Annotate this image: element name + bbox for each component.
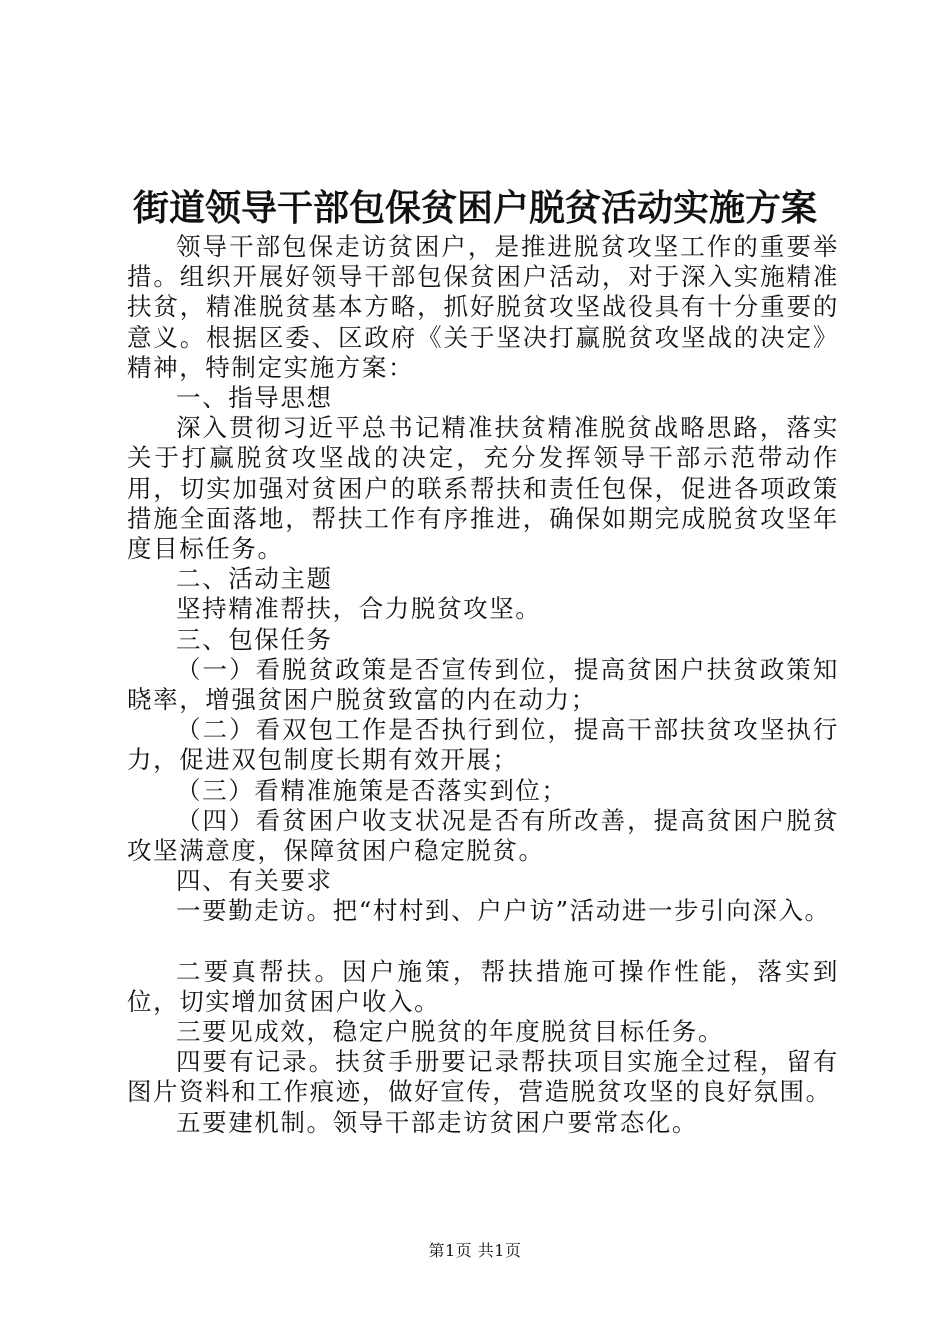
requirement-item-4: 四要有记录。扶贫手册要记录帮扶项目实施全过程，留有图片资料和工作痕迹，做好宣传，营造脱贫攻坚的良好氛围。: [127, 1047, 839, 1107]
requirement-item-2: 二要真帮扶。因户施策，帮扶措施可操作性能，落实到位，切实增加贫困户收入。: [127, 956, 839, 1016]
intro-paragraph: 领导干部包保走访贫困户，是推进脱贫攻坚工作的重要举措。组织开展好领导干部包保贫困户活动，对于深入实施精准扶贫，精准脱贫基本方略，抓好脱贫攻坚战役具有十分重要的意义。根据区委、区政府《关于坚决打赢脱贫攻坚战的决定》精神，特制定实施方案：: [127, 232, 839, 382]
requirement-item-3: 三要见成效，稳定户脱贫的年度脱贫目标任务。: [176, 1017, 725, 1047]
section-heading-guiding-ideology: 一、指导思想: [176, 383, 333, 413]
document-title: 街道领导干部包保贫困户脱贫活动实施方案: [132, 187, 817, 229]
section-heading-requirements: 四、有关要求: [176, 866, 333, 896]
task-item-2: （二）看双包工作是否执行到位，提高干部扶贫攻坚执行力，促进双包制度长期有效开展；: [127, 715, 839, 775]
requirement-item-1: 一要勤走访。把“村村到、户户访”活动进一步引向深入。: [176, 896, 831, 926]
task-item-4: （四）看贫困户收支状况是否有所改善，提高贫困户脱贫攻坚满意度，保障贫困户稳定脱贫。: [127, 805, 839, 866]
activity-theme-paragraph: 坚持精准帮扶，合力脱贫攻坚。: [176, 594, 542, 624]
requirement-item-5: 五要建机制。领导干部走访贫困户要常态化。: [176, 1107, 698, 1137]
document-body: [127, 232, 839, 1138]
task-item-3: （三）看精准施策是否落实到位；: [176, 775, 568, 805]
section-heading-tasks: 三、包保任务: [176, 624, 333, 654]
page-footer: 第1页 共1页: [428, 1241, 522, 1260]
guiding-ideology-paragraph: 深入贯彻习近平总书记精准扶贫精准脱贫战略思路，落实关于打赢脱贫攻坚战的决定，充分发挥领导干部示范带动作用，切实加强对贫困户的联系帮扶和责任包保，促进各项政策措施全面落地，帮扶工作有序推进，确保如期完成脱贫攻坚年度目标任务。: [127, 413, 839, 564]
task-item-1: （一）看脱贫政策是否宣传到位，提高贫困户扶贫政策知晓率，增强贫困户脱贫致富的内在动力；: [127, 654, 839, 715]
section-heading-activity-theme: 二、活动主题: [176, 564, 333, 594]
